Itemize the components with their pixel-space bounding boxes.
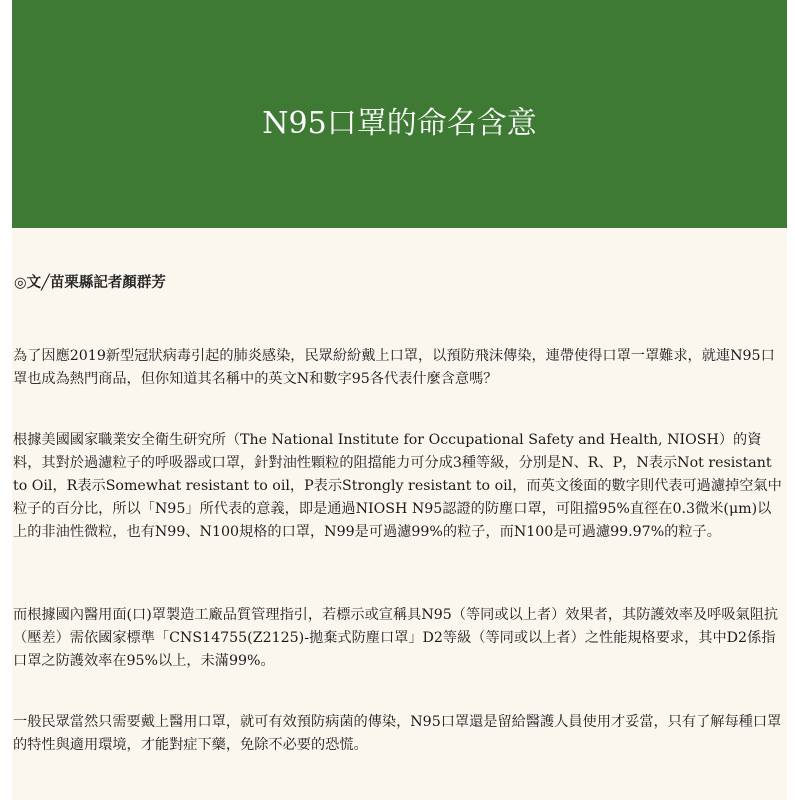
paragraph-niosh: 根據美國國家職業安全衛生研究所（The National Institute for Occupational Safety and Health, NIOSH）的資料，其對於過濾粒子的呼吸器或口罩，針對油性顆粒的阻擋能力可分成3種等級，分別是N、R、P，N表示Not resistant to Oil，R表示Somewhat resistant to oil，P表示Strongly resistant to oil，而英文後面的數字則代表可過濾掉空氣中粒子的百分比，所以「N95」所代表的意義，即是通過NIOSH N95認證的防塵口罩，可阻擋95%直徑在0.3微米(μm)以上的非油性微粒，也有N99、N100規格的口罩，N99是可過濾99%的粒子，而N100是可過濾99.97%的粒子。 <box>13 432 782 540</box>
page-title: N95口罩的命名含意 <box>262 106 537 141</box>
article-page <box>12 0 787 800</box>
paragraph-intro: 為了因應2019新型冠狀病毒引起的肺炎感染，民眾紛紛戴上口罩，以預防飛沫傳染，連帶使得口罩一罩難求，就連N95口罩也成為熱門商品，但你知道其名稱中的英文N和數字95各代表什麼含意嗎？ <box>13 348 775 387</box>
paragraph-domestic-standard: 而根據國內醫用面(口)罩製造工廠品質管理指引，若標示或宣稱具N95（等同或以上者）效果者，其防護效率及呼吸氣阻抗（壓差）需依國家標準「CNS14755(Z2125)-拋棄式防塵口罩」D2等級（等同或以上者）之性能規格要求，其中D2係指口罩之防護效率在95%以上，未滿99%。 <box>13 607 779 669</box>
byline: ◎文╱苗栗縣記者顏群芳 <box>14 275 166 291</box>
title-banner <box>12 0 787 228</box>
paragraph-conclusion: 一般民眾當然只需要戴上醫用口罩，就可有效預防病菌的傳染，N95口罩還是留給醫護人員使用才妥當，只有了解每種口罩的特性與適用環境，才能對症下藥，免除不必要的恐慌。 <box>13 714 782 753</box>
